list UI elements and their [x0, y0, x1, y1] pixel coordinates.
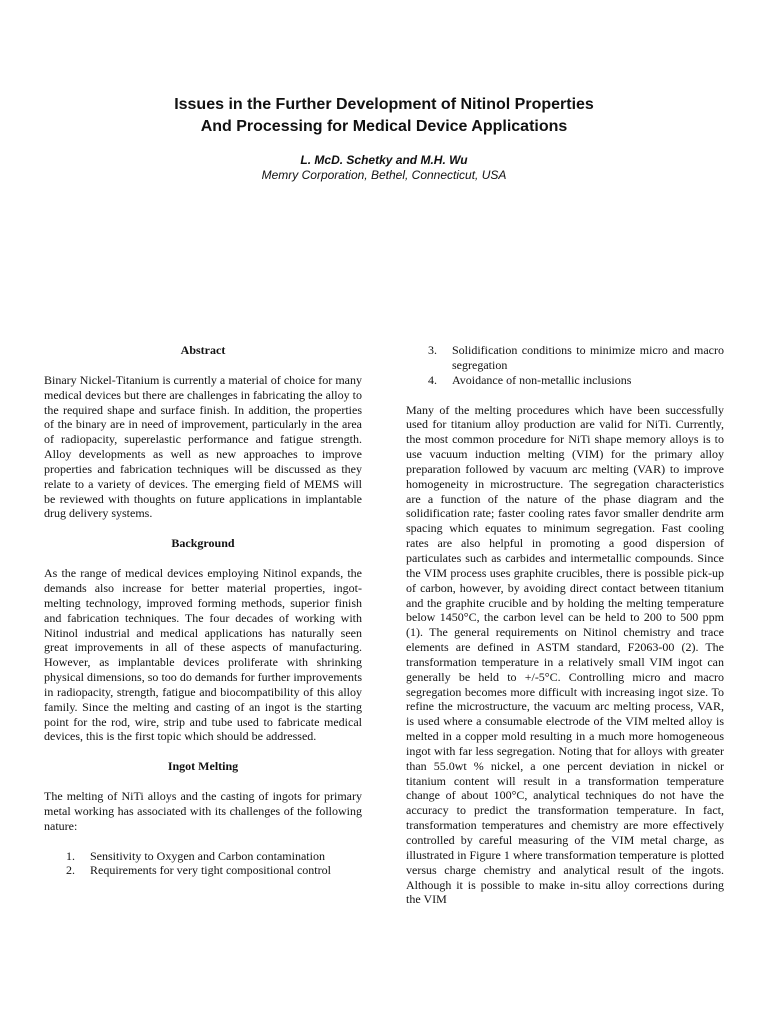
affiliation: Memry Corporation, Bethel, Connecticut, USA: [261, 168, 507, 182]
list-item-text: Sensitivity to Oxygen and Carbon contamination: [90, 848, 325, 863]
list-item-number: 1.: [66, 848, 75, 863]
ingot-melting-heading: Ingot Melting: [167, 759, 239, 774]
list-item-number: 4.: [428, 372, 437, 387]
list-item-text: Avoidance of non-metallic inclusions: [452, 372, 632, 387]
left-column: [44, 343, 362, 893]
challenge-list-left: [44, 849, 362, 879]
list-item: [44, 863, 362, 878]
challenge-list-right: [406, 343, 724, 388]
list-item-text: Requirements for very tight compositional control: [90, 863, 331, 878]
title-block: [0, 94, 768, 183]
list-item: [44, 849, 362, 864]
abstract-text: Binary Nickel-Titanium is currently a material of choice for many medical devices but there are challenges in fabricating the alloy to the required shape and surface finish. In addition, the properties of the binary are in need of improvement, particularly in the area of radiopacity, superelastic performance and fatigue strength. Alloy developments as well as new approaches to improve properties and fabrication techniques will be discussed as they relate to a variety of devices. The emerging field of MEMS will be reviewed with thoughts on future applications in implantable drug delivery systems.: [44, 372, 362, 521]
list-item: [406, 343, 724, 373]
right-column: [406, 343, 724, 922]
paper-title-line-1: Issues in the Further Development of Nitinol Properties: [174, 96, 594, 113]
list-item-number: 2.: [66, 863, 75, 878]
list-item-text: Solidification conditions to minimize micro and macro segregation: [452, 343, 724, 372]
paper-title-line-2: And Processing for Medical Device Applications: [200, 118, 568, 135]
authors: L. McD. Schetky and M.H. Wu: [300, 153, 468, 167]
list-item: [406, 373, 724, 388]
melting-procedures-text: Many of the melting procedures which have been successfully used for titanium alloy production are valid for NiTi. Currently, the most common procedure for NiTi shape memory alloys is to use vacuum induction melting (VIM) for the primary alloy preparation followed by vacuum arc melting (VAR) to improve homogeneity in microstructure. The segregation characteristics are a function of the nature of the phase diagram and the solidification rate; faster cooling rates favor smaller dendrite arm spacing which equates to minimum segregation. Fast cooling rates are also helpful in promoting a good dispersion of particulates such as carbides and intermetallic compounds. Since the VIM process uses graphite crucibles, there is possible pick-up of carbon, however, by avoiding direct contact between titanium and the graphite crucible and by holding the melting temperature below 1450°C, the carbon level can be held to 200 to 500 ppm (1). The general requirements on Nitinol chemistry and trace elements are defined in ASTM standard, F2063-00 (2). The transformation temperature in a relatively small VIM ingot can generally be held to +/-5°C. Controlling micro and macro segregation becomes more difficult with increasing ingot size. To refine the microstructure, the vacuum arc melting process, VAR, is used where a consumable electrode of the VIM melted alloy is melted in a copper mold resulting in a much more homogeneous ingot with far less segregation. Noting that for alloys with greater than 55.0wt % nickel, a one percent deviation in nickel or titanium content will result in a transformation temperature change of about 100°C, analytical techniques do not have the accuracy to predict the transformation temperature. In fact, transformation temperatures and chemistry are more effectively controlled by careful measuring of the VIM metal charge, as illustrated in Figure 1 where transformation temperature is plotted versus charge chemistry and analytical result of the ingots. Although it is possible to make in-situ alloy corrections during the VIM: [406, 402, 724, 907]
list-item-number: 3.: [428, 343, 437, 357]
background-heading: Background: [171, 536, 235, 551]
background-text: As the range of medical devices employing Nitinol expands, the demands also increase for better material properties, ingot-melting technology, improved forming methods, superior finish and fabrication techniques. The four decades of working with Nitinol industrial and medical applications has naturally seen great improvements in all of these aspects of manufacturing. However, as implantable devices proliferate with shrinking physical dimensions, so too do demands for further improvements in radiopacity, strength, fatigue and biocompatibility of this alloy family. Since the melting and casting of an ingot is the starting point for the rod, wire, strip and tube used to fabricate medical devices, this is the first topic which should be addressed.: [44, 566, 362, 744]
abstract-heading: Abstract: [180, 343, 226, 357]
ingot-melting-text: The melting of NiTi alloys and the casting of ingots for primary metal working has associated with its challenges of the following nature:: [44, 789, 362, 833]
